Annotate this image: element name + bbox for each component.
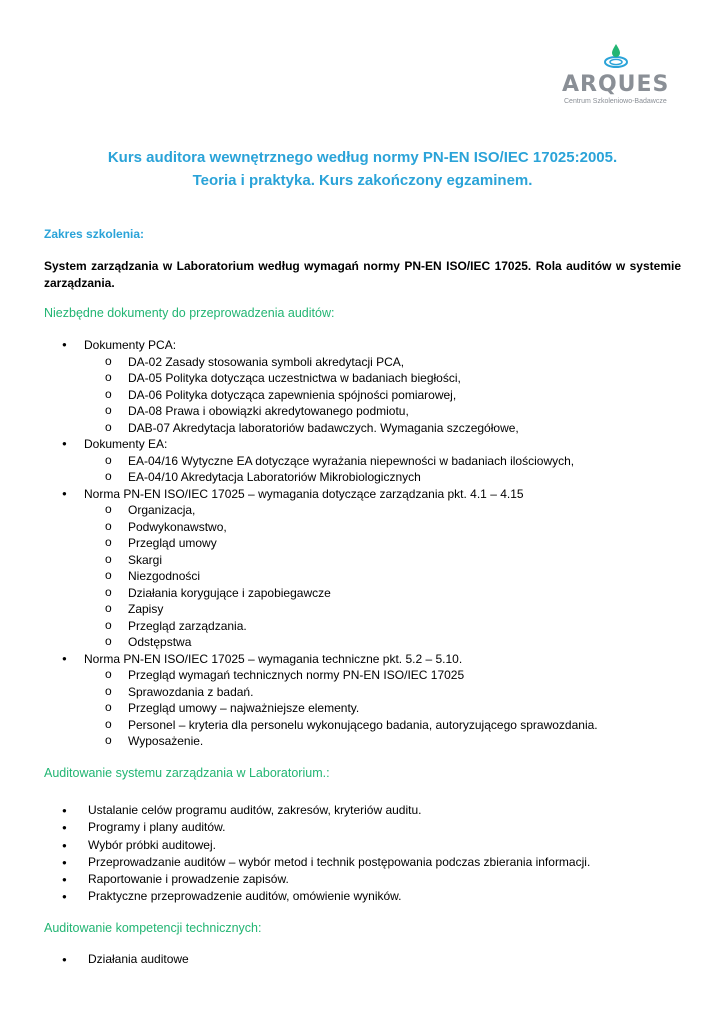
documents-heading: Niezbędne dokumenty do przeprowadzenia auditów: xyxy=(44,306,335,320)
sub-list-item: o Przegląd umowy xyxy=(62,535,702,552)
sub-list-item: o Zapisy xyxy=(62,601,702,618)
competence-list xyxy=(62,951,702,968)
list-item: ● Programy i plany auditów. xyxy=(62,819,702,836)
sub-list-item: o Przegląd wymagań technicznych normy PN-EN ISO/IEC 17025 xyxy=(62,667,702,684)
title-line-2: Teoria i praktyka. Kurs zakończony egzaminem. xyxy=(192,172,533,189)
water-drops-icon xyxy=(604,42,628,72)
list-item: ● Przeprowadzanie auditów – wybór metod i technik postępowania podczas zbierania informacji. xyxy=(62,854,702,871)
sub-list-item: o DA-06 Polityka dotycząca zapewnienia spójności pomiarowej, xyxy=(62,387,702,404)
sub-list-item: o Organizacja, xyxy=(62,502,702,519)
list-item: ● Raportowanie i prowadzenie zapisów. xyxy=(62,871,702,888)
sub-list-item: o Personel – kryteria dla personelu wykonującego badania, autoryzującego sprawozdania. xyxy=(62,717,702,734)
list-item: ● Norma PN-EN ISO/IEC 17025 – wymagania dotyczące zarządzania pkt. 4.1 – 4.15 xyxy=(62,486,702,503)
sub-list-item: o DA-02 Zasady stosowania symboli akredytacji PCA, xyxy=(62,354,702,371)
documents-list xyxy=(62,337,702,750)
sub-list-item: o Przegląd umowy – najważniejsze elementy. xyxy=(62,700,702,717)
arques-logo xyxy=(560,42,680,112)
sub-list-item: o DA-08 Prawa i obowiązki akredytowanego podmiotu, xyxy=(62,403,702,420)
list-item: ● Dokumenty PCA: xyxy=(62,337,702,354)
list-item: ● Działania auditowe xyxy=(62,951,702,968)
intro-paragraph: System zarządzania w Laboratorium według wymagań normy PN-EN ISO/IEC 17025. Rola auditów w systemie zarządzania. xyxy=(44,259,681,290)
sub-list-item: o Działania korygujące i zapobiegawcze xyxy=(62,585,702,602)
title-line-1: Kurs auditora wewnętrznego według normy PN-EN ISO/IEC 17025:2005. xyxy=(107,149,618,166)
sub-list-item: o DA-05 Polityka dotycząca uczestnictwa w badaniach biegłości, xyxy=(62,370,702,387)
page-title xyxy=(0,146,725,192)
logo-name: ARQUES xyxy=(562,72,670,97)
list-item: ● Norma PN-EN ISO/IEC 17025 – wymagania techniczne pkt. 5.2 – 5.10. xyxy=(62,651,702,668)
sub-list-item: o Skargi xyxy=(62,552,702,569)
sub-list-item: o Wyposażenie. xyxy=(62,733,702,750)
sub-list-item: o EA-04/10 Akredytacja Laboratoriów Mikrobiologicznych xyxy=(62,469,702,486)
sub-list-item: o EA-04/16 Wytyczne EA dotyczące wyrażania niepewności w badaniach ilościowych, xyxy=(62,453,702,470)
scope-heading: Zakres szkolenia: xyxy=(44,227,145,241)
logo-subtitle: Centrum Szkoleniowo-Badawcze xyxy=(564,98,667,105)
audit-heading: Auditowanie systemu zarządzania w Laboratorium.: xyxy=(44,766,330,780)
list-item: ● Dokumenty EA: xyxy=(62,436,702,453)
list-item: ● Ustalanie celów programu auditów, zakresów, kryteriów auditu. xyxy=(62,802,702,819)
sub-list-item: o Odstępstwa xyxy=(62,634,702,651)
sub-list-item: o Przegląd zarządzania. xyxy=(62,618,702,635)
audit-list xyxy=(62,802,702,906)
competence-heading: Auditowanie kompetencji technicznych: xyxy=(44,921,262,935)
sub-list-item: o DAB-07 Akredytacja laboratoriów badawczych. Wymagania szczegółowe, xyxy=(62,420,702,437)
sub-list-item: o Niezgodności xyxy=(62,568,702,585)
sub-list-item: o Podwykonawstwo, xyxy=(62,519,702,536)
list-item: ● Wybór próbki auditowej. xyxy=(62,837,702,854)
list-item: ● Praktyczne przeprowadzenie auditów, omówienie wyników. xyxy=(62,888,702,905)
sub-list-item: o Sprawozdania z badań. xyxy=(62,684,702,701)
